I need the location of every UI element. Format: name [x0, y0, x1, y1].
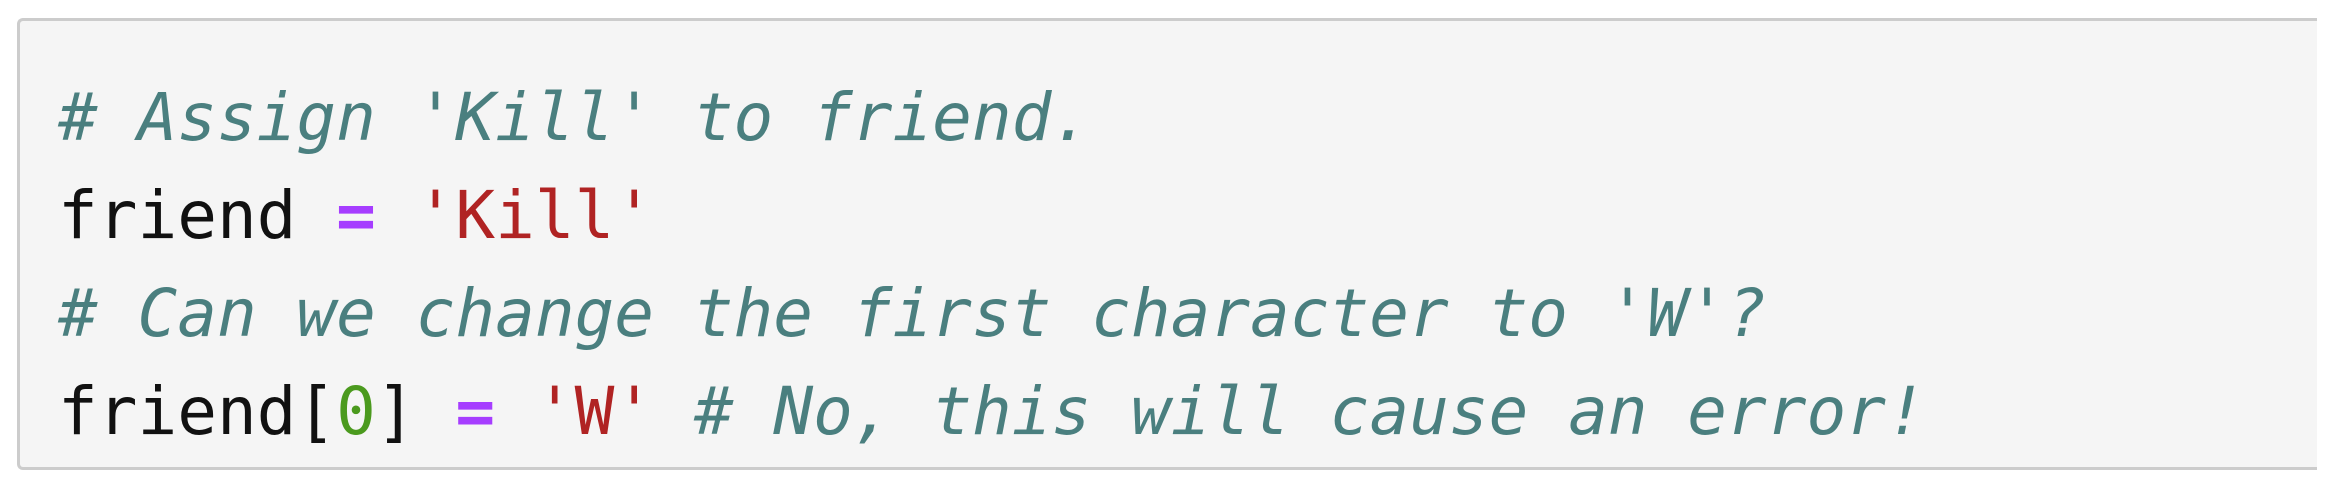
comment: # Assign 'Kill' to friend. — [58, 79, 1092, 156]
identifier: friend — [58, 177, 297, 254]
code-line-1 — [58, 69, 1926, 167]
identifier: friend — [58, 373, 297, 450]
string-literal: 'Kill' — [415, 177, 655, 254]
assignment-operator: = — [336, 177, 376, 254]
code-line-2 — [58, 167, 1926, 265]
close-bracket: ] — [375, 373, 416, 450]
code-listing — [58, 69, 1926, 461]
code-line-4 — [58, 363, 1926, 461]
code-block — [17, 18, 2317, 470]
assignment-operator: = — [455, 373, 496, 450]
code-line-3 — [58, 265, 1926, 363]
inline-comment: # No, this will cause an error! — [693, 373, 1926, 450]
open-bracket: [ — [296, 373, 337, 450]
number-literal: 0 — [336, 373, 376, 450]
string-literal: 'W' — [534, 373, 655, 450]
comment: # Can we change the first character to 'W'? — [58, 275, 1767, 352]
